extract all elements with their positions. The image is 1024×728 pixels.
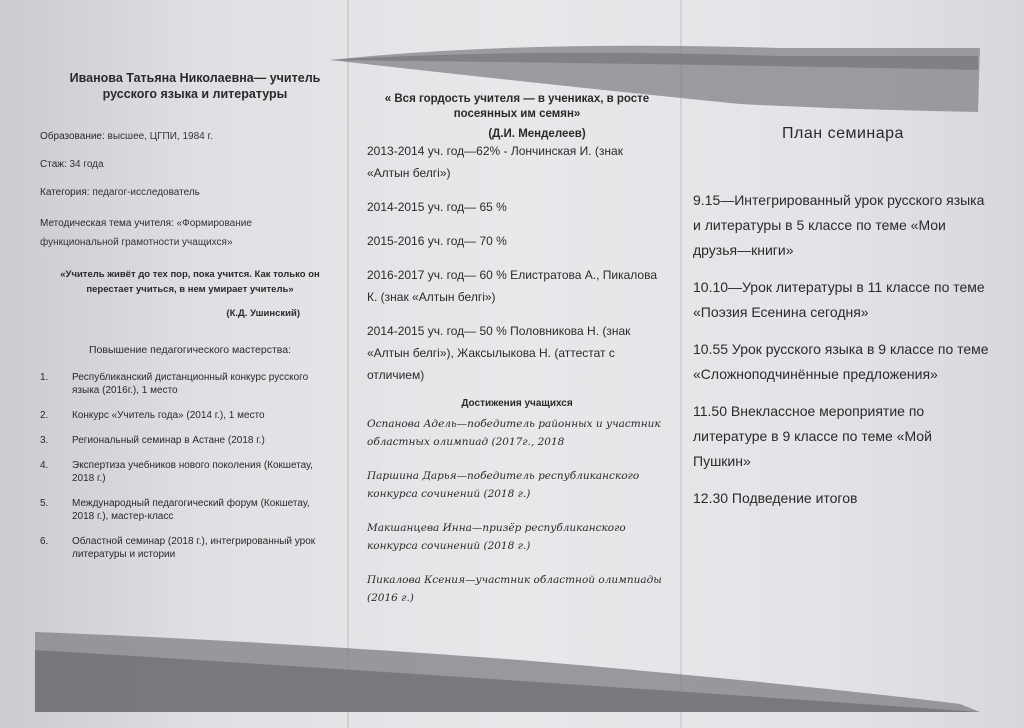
list-item	[40, 371, 330, 397]
list-item-text: Конкурс «Учитель года» (2014 г.), 1 место	[72, 410, 265, 421]
achievements-heading: Достижения учащихся	[461, 398, 573, 409]
mastery-heading: Повышение педагогического мастерства:	[88, 344, 291, 356]
list-item	[40, 409, 330, 422]
fold-line-right	[680, 0, 682, 728]
list-item-text: Областной семинар (2018 г.), интегрированный урок литературы и истории	[72, 536, 316, 560]
teacher-title: Иванова Татьяна Николаевна— учитель русского языка и литературы	[69, 71, 321, 101]
student-achievement: Пикалова Ксения—участник областной олимпиады (2016 г.)	[367, 574, 662, 604]
list-item-number: 2.	[40, 410, 49, 421]
list-item-number: 4.	[40, 460, 49, 471]
result-2015-2016: 2015-2016 уч. год— 70 %	[367, 234, 507, 248]
results-column	[367, 92, 667, 623]
ushinsky-quote: «Учитель живёт до тех пор, пока учится. Как только он перестает учиться, в нем умирает учитель»	[60, 269, 320, 295]
education-field	[40, 130, 330, 143]
list-item-number: 5.	[40, 498, 49, 509]
mendeleev-epigraph-author: (Д.И. Менделеев)	[488, 128, 586, 140]
plan-item: 9.15—Интегрированный урок русского языка и литературы в 5 классе по теме «Мои друзья—книги»	[693, 192, 985, 258]
method-theme-value: «Формирование функциональной грамотности учащихся»	[40, 218, 252, 248]
mendeleev-epigraph: « Вся гордость учителя — в учениках, в росте посеянных им семян»	[384, 93, 650, 120]
category-value: педагог-исследователь	[92, 187, 200, 198]
method-theme-label: Методическая тема учителя:	[40, 218, 174, 229]
list-item-number: 3.	[40, 435, 49, 446]
list-item-text: Региональный семинар в Астане (2018 г.)	[72, 435, 265, 446]
student-achievement: Паршина Дарья—победитель республиканского конкурса сочинений (2018 г.)	[367, 470, 640, 500]
method-theme-field	[40, 214, 330, 252]
student-achievement: Оспанова Адель—победитель районных и участник областных олимпиад (2017г., 2018	[367, 418, 661, 448]
experience-field	[40, 158, 330, 171]
student-achievement: Макшанцева Инна—призёр республиканского конкурса сочинений (2018 г.)	[367, 522, 626, 552]
education-value: высшее, ЦГПИ, 1984 г.	[107, 131, 213, 142]
result-2014-2015: 2014-2015 уч. год— 65 %	[367, 200, 507, 214]
plan-item: 11.50 Внеклассное мероприятие по литературе в 9 классе по теме «Мой Пушкин»	[693, 403, 932, 469]
plan-item: 12.30 Подведение итогов	[693, 490, 858, 506]
list-item-number: 6.	[40, 536, 49, 547]
mastery-list	[40, 371, 330, 561]
seminar-plan-column	[693, 125, 993, 523]
teacher-info-column	[40, 70, 330, 573]
education-label: Образование:	[40, 131, 105, 142]
experience-label: Стаж:	[40, 159, 67, 170]
ushinsky-quote-author: (К.Д. Ушинский)	[226, 308, 300, 319]
list-item-number: 1.	[40, 372, 49, 383]
experience-value: 34 года	[69, 159, 104, 170]
category-field	[40, 186, 330, 199]
category-label: Категория:	[40, 187, 90, 198]
list-item	[40, 459, 330, 485]
plan-item: 10.10—Урок литературы в 11 классе по теме «Поэзия Есенина сегодня»	[693, 279, 985, 320]
list-item-text: Международный педагогический форум (Кокшетау, 2018 г.), мастер-класс	[72, 498, 310, 522]
fold-line-left	[347, 0, 349, 728]
plan-title: План семинара	[782, 125, 904, 142]
list-item	[40, 497, 330, 523]
list-item-text: Республиканский дистанционный конкурс русского языка (2016г.), 1 место	[72, 372, 309, 396]
list-item	[40, 434, 330, 447]
result-2016-2017: 2016-2017 уч. год— 60 % Елистратова А., Пикалова К. (знак «Алтын белгі»)	[367, 268, 658, 304]
result-2013-2014: 2013-2014 уч. год—62% - Лончинская И. (знак «Алтын белгі»)	[367, 144, 623, 180]
result-2014-2015-second: 2014-2015 уч. год— 50 % Половникова Н. (знак «Алтын белгі»), Жаксылыкова Н. (аттестат с отличием)	[367, 324, 631, 382]
list-item-text: Экспертиза учебников нового поколения (Кокшетау, 2018 г.)	[72, 460, 313, 484]
list-item	[40, 535, 330, 561]
plan-item: 10.55 Урок русского языка в 9 классе по теме «Сложноподчинённые предложения»	[693, 341, 989, 382]
